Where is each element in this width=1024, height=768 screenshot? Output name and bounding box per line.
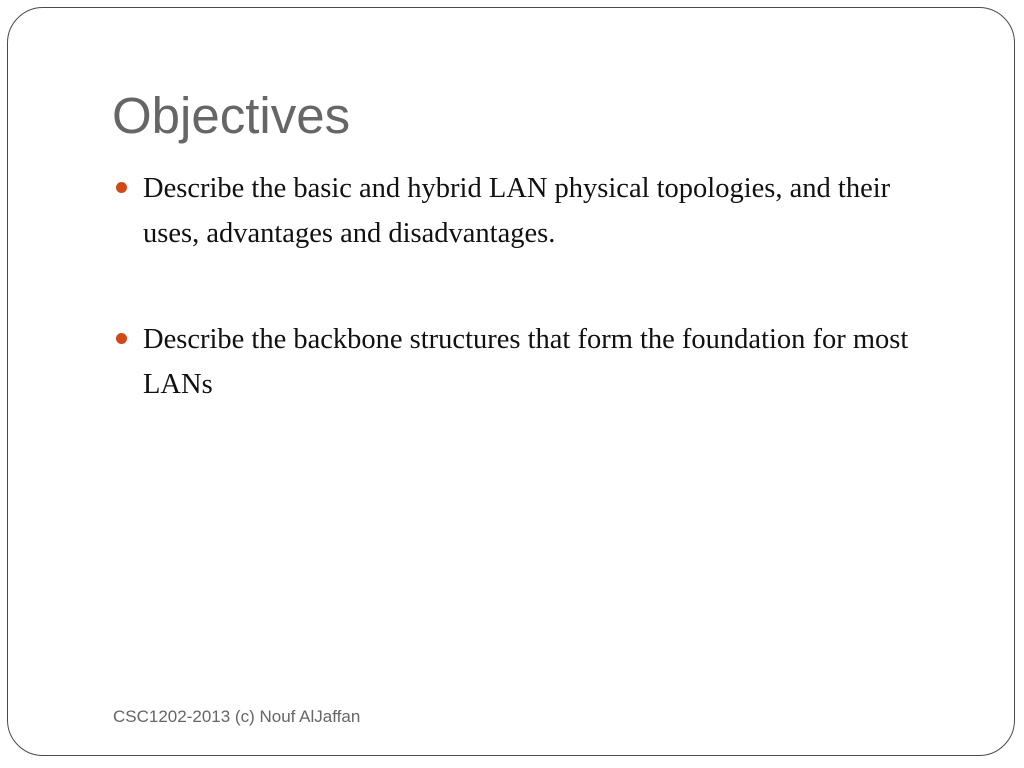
bullet-dot-icon (116, 182, 127, 193)
slide-footer: CSC1202-2013 (c) Nouf AlJaffan (113, 707, 361, 726)
bullet-item (112, 317, 942, 407)
bullet-text: Describe the basic and hybrid LAN physical topologies, and their uses, advantages and disadvantages. (143, 173, 891, 249)
bullet-text: Describe the backbone structures that form the foundation for most LANs (143, 324, 909, 400)
bullet-item (112, 166, 942, 256)
bullet-list (112, 166, 942, 468)
bullet-dot-icon (116, 333, 127, 344)
slide-title: Objectives (112, 87, 351, 144)
